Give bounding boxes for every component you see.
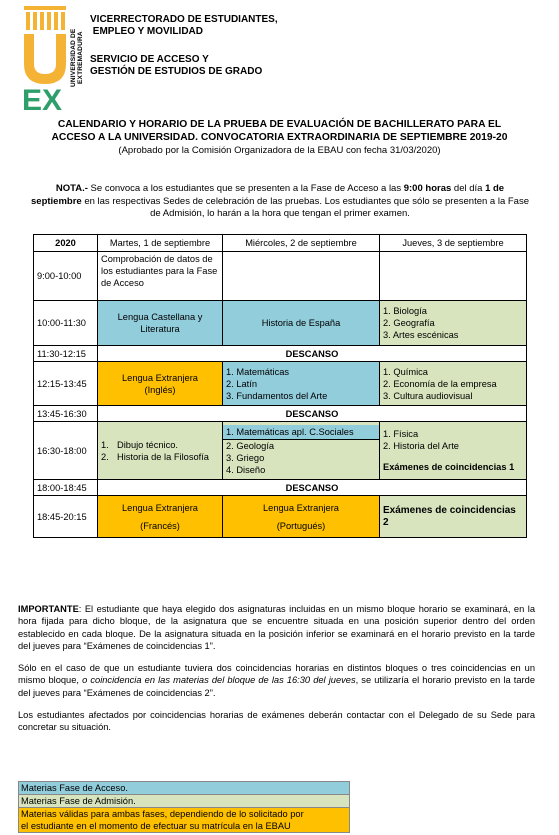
important-paragraph-2: Sólo en el caso de que un estudiante tuviera dos coincidencias horarias en distintos bloques o tres coincidencias en un mismo bloque, o coincidencia en las materias del bloque de las 16:30 del jueves, se utilizaría el horario previsto en la tarde del jueves para “Exámenes de coincidencias 2”. bbox=[18, 663, 535, 698]
legend-admision: Materias Fase de Admisión. bbox=[19, 795, 350, 808]
nota-paragraph: NOTA.- Se convoca a los estudiantes que se presenten a la Fase de Acceso a las 9:00 horas del día 1 de septiembre en las respectivas Sedes de celebración de las pruebas. Los estudiantes que sólo se presenten a la Fase de Admisión, lo harán a la hora que tengan el primer examen. bbox=[31, 183, 529, 219]
important-section bbox=[18, 603, 535, 744]
table-row: 12:15-13:45 Lengua Extranjera (Inglés) 1. Matemáticas 2. Latín 3. Fundamentos del Arte 1. Química 2. Economía de la empresa 3. Cultura audiovisual bbox=[34, 362, 527, 406]
table-row: 16:30-18:00 1. Dibujo técnico. 2. Historia de la Filosofía 1. Matemáticas apl. C.Sociales 2. Geología 3. Griego 4. Diseño 1. Física 2. Historia del Arte Exámenes de coincidencias 1 bbox=[34, 422, 527, 480]
logo-vertical-text: UNIVERSIDAD DE EXTREMADURA bbox=[70, 28, 84, 88]
important-paragraph-3: Los estudiantes afectados por coincidencias horarias de exámenes deberán contactar con el Delegado de su Sede para concretar su situación. bbox=[18, 710, 535, 733]
table-row: 9:00-10:00 Comprobación de datos de los estudiantes para la Fase de Acceso bbox=[34, 252, 527, 301]
legend-acceso: Materias Fase de Acceso. bbox=[19, 782, 350, 795]
vicerrectorado-heading: VICERRECTORADO DE ESTUDIANTES, EMPLEO Y MOVILIDAD bbox=[90, 14, 278, 37]
table-header-row: 2020 Martes, 1 de septiembre Miércoles, 2 de septiembre Jueves, 3 de septiembre bbox=[34, 235, 527, 252]
table-row: 18:45-20:15 Lengua Extranjera (Francés) Lengua Extranjera (Portugués) Exámenes de coincidencias 2 bbox=[34, 496, 527, 538]
servicio-heading: SERVICIO DE ACCESO Y GESTIÓN DE ESTUDIOS DE GRADO bbox=[90, 54, 263, 77]
table-row: 11:30-12:15 DESCANSO bbox=[34, 346, 527, 362]
table-row: 13:45-16:30 DESCANSO bbox=[34, 406, 527, 422]
color-legend bbox=[18, 781, 350, 833]
legend-ambas: Materias válidas para ambas fases, dependiendo de lo solicitado por el estudiante en el momento de efectuar su matrícula en la EBAU bbox=[19, 808, 350, 833]
table-row: 10:00-11:30 Lengua Castellana y Literatura Historia de España 1. Biología 2. Geografía 3. Artes escénicas bbox=[34, 301, 527, 346]
table-row: 18:00-18:45 DESCANSO bbox=[34, 480, 527, 496]
page-title: CALENDARIO Y HORARIO DE LA PRUEBA DE EVALUACIÓN DE BACHILLERATO PARA EL ACCESO A LA UNIVERSIDAD. CONVOCATORIA EXTRAORDINARIA DE SEPTIEMBRE 2019-20 bbox=[51, 119, 508, 143]
page-subtitle: (Aprobado por la Comisión Organizadora de la EBAU con fecha 31/03/2020) bbox=[118, 145, 441, 156]
svg-text:EX: EX bbox=[22, 84, 63, 114]
schedule-table bbox=[33, 234, 527, 538]
important-paragraph-1: IMPORTANTE: El estudiante que haya elegido dos asignaturas incluidas en un mismo bloque horario se examinará, en la hora fijada para dicho bloque, de la asignatura que se encuentre situada en una posición superior dentro del orden establecido en cada bloque. De la asignatura situada en la posición inferior se examinará en el horario previsto en la tarde del jueves para “Exámenes de coincidencias 1”. bbox=[18, 604, 535, 651]
